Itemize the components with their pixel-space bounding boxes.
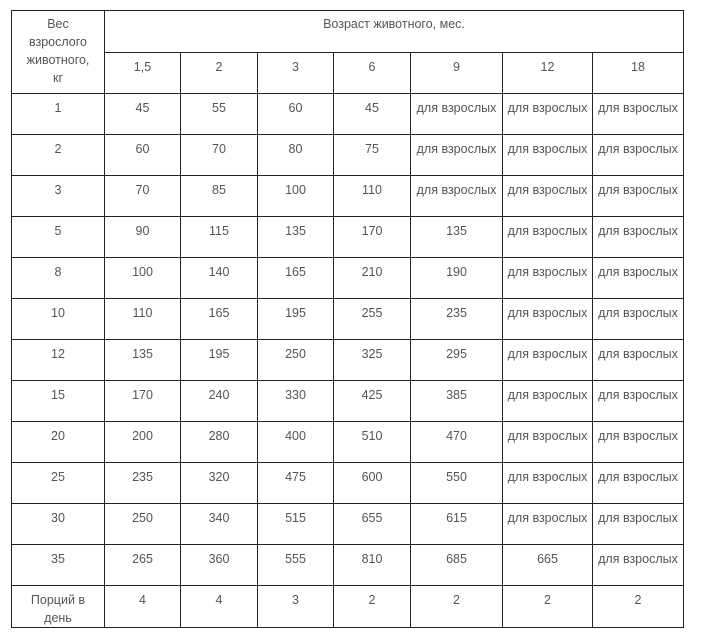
- portion-size-cell: 170: [334, 217, 411, 258]
- portion-size-cell: для взрослых: [411, 176, 503, 217]
- portion-size-cell: 475: [258, 463, 334, 504]
- portion-size-cell: 70: [105, 176, 181, 217]
- table-row: [12, 504, 684, 545]
- portion-size-cell: 140: [181, 258, 258, 299]
- portion-size-cell: для взрослых: [411, 135, 503, 176]
- portion-size-cell: 360: [181, 545, 258, 586]
- portion-size-cell: 555: [258, 545, 334, 586]
- age-column-header: 2: [181, 53, 258, 94]
- portions-label-line: день: [44, 611, 72, 625]
- portion-size-cell: 80: [258, 135, 334, 176]
- portion-size-cell: 165: [181, 299, 258, 340]
- portion-size-cell: 70: [181, 135, 258, 176]
- portion-size-cell: 100: [258, 176, 334, 217]
- portions-count-cell: 3: [258, 586, 334, 628]
- portion-size-cell: для взрослых: [593, 381, 684, 422]
- weight-cell: 20: [12, 422, 105, 463]
- weight-cell: 25: [12, 463, 105, 504]
- portion-size-cell: 330: [258, 381, 334, 422]
- table-row: [12, 381, 684, 422]
- portion-size-cell: для взрослых: [503, 299, 593, 340]
- age-header: Возраст животного, мес.: [105, 11, 684, 53]
- portion-size-cell: 510: [334, 422, 411, 463]
- portion-size-cell: для взрослых: [593, 176, 684, 217]
- portion-size-cell: 110: [105, 299, 181, 340]
- portion-size-cell: 135: [258, 217, 334, 258]
- portion-size-cell: для взрослых: [593, 217, 684, 258]
- portion-size-cell: для взрослых: [503, 504, 593, 545]
- portion-size-cell: для взрослых: [593, 258, 684, 299]
- portion-size-cell: 425: [334, 381, 411, 422]
- portion-size-cell: 235: [105, 463, 181, 504]
- portion-size-cell: 45: [334, 94, 411, 135]
- portions-count-cell: 2: [503, 586, 593, 628]
- table-row: [12, 340, 684, 381]
- portion-size-cell: для взрослых: [411, 94, 503, 135]
- portion-size-cell: 665: [503, 545, 593, 586]
- portion-size-cell: 385: [411, 381, 503, 422]
- portion-size-cell: 320: [181, 463, 258, 504]
- portion-size-cell: 685: [411, 545, 503, 586]
- weight-cell: 2: [12, 135, 105, 176]
- portion-size-cell: 60: [105, 135, 181, 176]
- weight-cell: 8: [12, 258, 105, 299]
- age-column-header: 6: [334, 53, 411, 94]
- age-column-header: 18: [593, 53, 684, 94]
- portion-size-cell: 255: [334, 299, 411, 340]
- portion-size-cell: для взрослых: [593, 422, 684, 463]
- portion-size-cell: 550: [411, 463, 503, 504]
- portion-size-cell: 265: [105, 545, 181, 586]
- table-row: [12, 299, 684, 340]
- portion-size-cell: для взрослых: [593, 299, 684, 340]
- table-row: [12, 176, 684, 217]
- portions-count-cell: 2: [411, 586, 503, 628]
- portion-size-cell: для взрослых: [503, 463, 593, 504]
- table-row: [12, 422, 684, 463]
- portion-size-cell: 200: [105, 422, 181, 463]
- portion-size-cell: 240: [181, 381, 258, 422]
- age-column-header: 1,5: [105, 53, 181, 94]
- weight-cell: 35: [12, 545, 105, 586]
- portion-size-cell: 135: [411, 217, 503, 258]
- portion-size-cell: 810: [334, 545, 411, 586]
- weight-header-line: кг: [52, 71, 64, 85]
- portion-size-cell: 280: [181, 422, 258, 463]
- portion-size-cell: 100: [105, 258, 181, 299]
- portion-size-cell: 470: [411, 422, 503, 463]
- portion-size-cell: 90: [105, 217, 181, 258]
- weight-header-cell: [12, 11, 105, 94]
- weight-cell: 5: [12, 217, 105, 258]
- portion-size-cell: 170: [105, 381, 181, 422]
- portion-size-cell: 400: [258, 422, 334, 463]
- portion-size-cell: 45: [105, 94, 181, 135]
- portion-size-cell: для взрослых: [503, 422, 593, 463]
- portion-size-cell: для взрослых: [503, 340, 593, 381]
- portion-size-cell: 250: [258, 340, 334, 381]
- portion-size-cell: 190: [411, 258, 503, 299]
- weight-cell: 3: [12, 176, 105, 217]
- portion-size-cell: для взрослых: [593, 94, 684, 135]
- weight-cell: 12: [12, 340, 105, 381]
- portion-size-cell: 250: [105, 504, 181, 545]
- portion-size-cell: для взрослых: [503, 258, 593, 299]
- portion-size-cell: 325: [334, 340, 411, 381]
- weight-cell: 30: [12, 504, 105, 545]
- age-column-header: 9: [411, 53, 503, 94]
- portions-count-cell: 2: [334, 586, 411, 628]
- portion-size-cell: 55: [181, 94, 258, 135]
- portion-size-cell: 75: [334, 135, 411, 176]
- age-column-header: 3: [258, 53, 334, 94]
- portion-size-cell: для взрослых: [503, 94, 593, 135]
- portion-size-cell: для взрослых: [593, 135, 684, 176]
- table-row: [12, 463, 684, 504]
- portion-size-cell: 195: [181, 340, 258, 381]
- portions-count-cell: 4: [105, 586, 181, 628]
- weight-header-line: Вес: [47, 17, 69, 31]
- weight-cell: 15: [12, 381, 105, 422]
- portion-size-cell: 295: [411, 340, 503, 381]
- portions-per-day-label: [12, 586, 105, 628]
- portion-size-cell: 60: [258, 94, 334, 135]
- portion-size-cell: для взрослых: [503, 135, 593, 176]
- portion-size-cell: 515: [258, 504, 334, 545]
- portion-size-cell: для взрослых: [593, 463, 684, 504]
- weight-header-line: животного,: [26, 53, 90, 67]
- portion-size-cell: для взрослых: [503, 176, 593, 217]
- portion-size-cell: 655: [334, 504, 411, 545]
- portion-size-cell: для взрослых: [593, 545, 684, 586]
- portion-size-cell: для взрослых: [593, 340, 684, 381]
- portion-size-cell: 235: [411, 299, 503, 340]
- table-row: [12, 545, 684, 586]
- portion-size-cell: 165: [258, 258, 334, 299]
- portion-size-cell: 110: [334, 176, 411, 217]
- portion-size-cell: для взрослых: [593, 504, 684, 545]
- weight-cell: 10: [12, 299, 105, 340]
- table-row: [12, 94, 684, 135]
- portions-per-day-row: [12, 586, 684, 628]
- portion-size-cell: для взрослых: [503, 381, 593, 422]
- table-row: [12, 135, 684, 176]
- portion-size-cell: 615: [411, 504, 503, 545]
- portion-size-cell: 135: [105, 340, 181, 381]
- portion-size-cell: 195: [258, 299, 334, 340]
- weight-cell: 1: [12, 94, 105, 135]
- feeding-table: [11, 10, 684, 628]
- portion-size-cell: 600: [334, 463, 411, 504]
- portion-size-cell: для взрослых: [503, 217, 593, 258]
- portions-count-cell: 4: [181, 586, 258, 628]
- table-row: [12, 217, 684, 258]
- portion-size-cell: 340: [181, 504, 258, 545]
- portions-count-cell: 2: [593, 586, 684, 628]
- table-row: [12, 258, 684, 299]
- age-column-header: 12: [503, 53, 593, 94]
- portion-size-cell: 115: [181, 217, 258, 258]
- portion-size-cell: 210: [334, 258, 411, 299]
- weight-header-line: взрослого: [28, 35, 87, 49]
- portions-label-line: Порций в: [30, 593, 86, 607]
- portion-size-cell: 85: [181, 176, 258, 217]
